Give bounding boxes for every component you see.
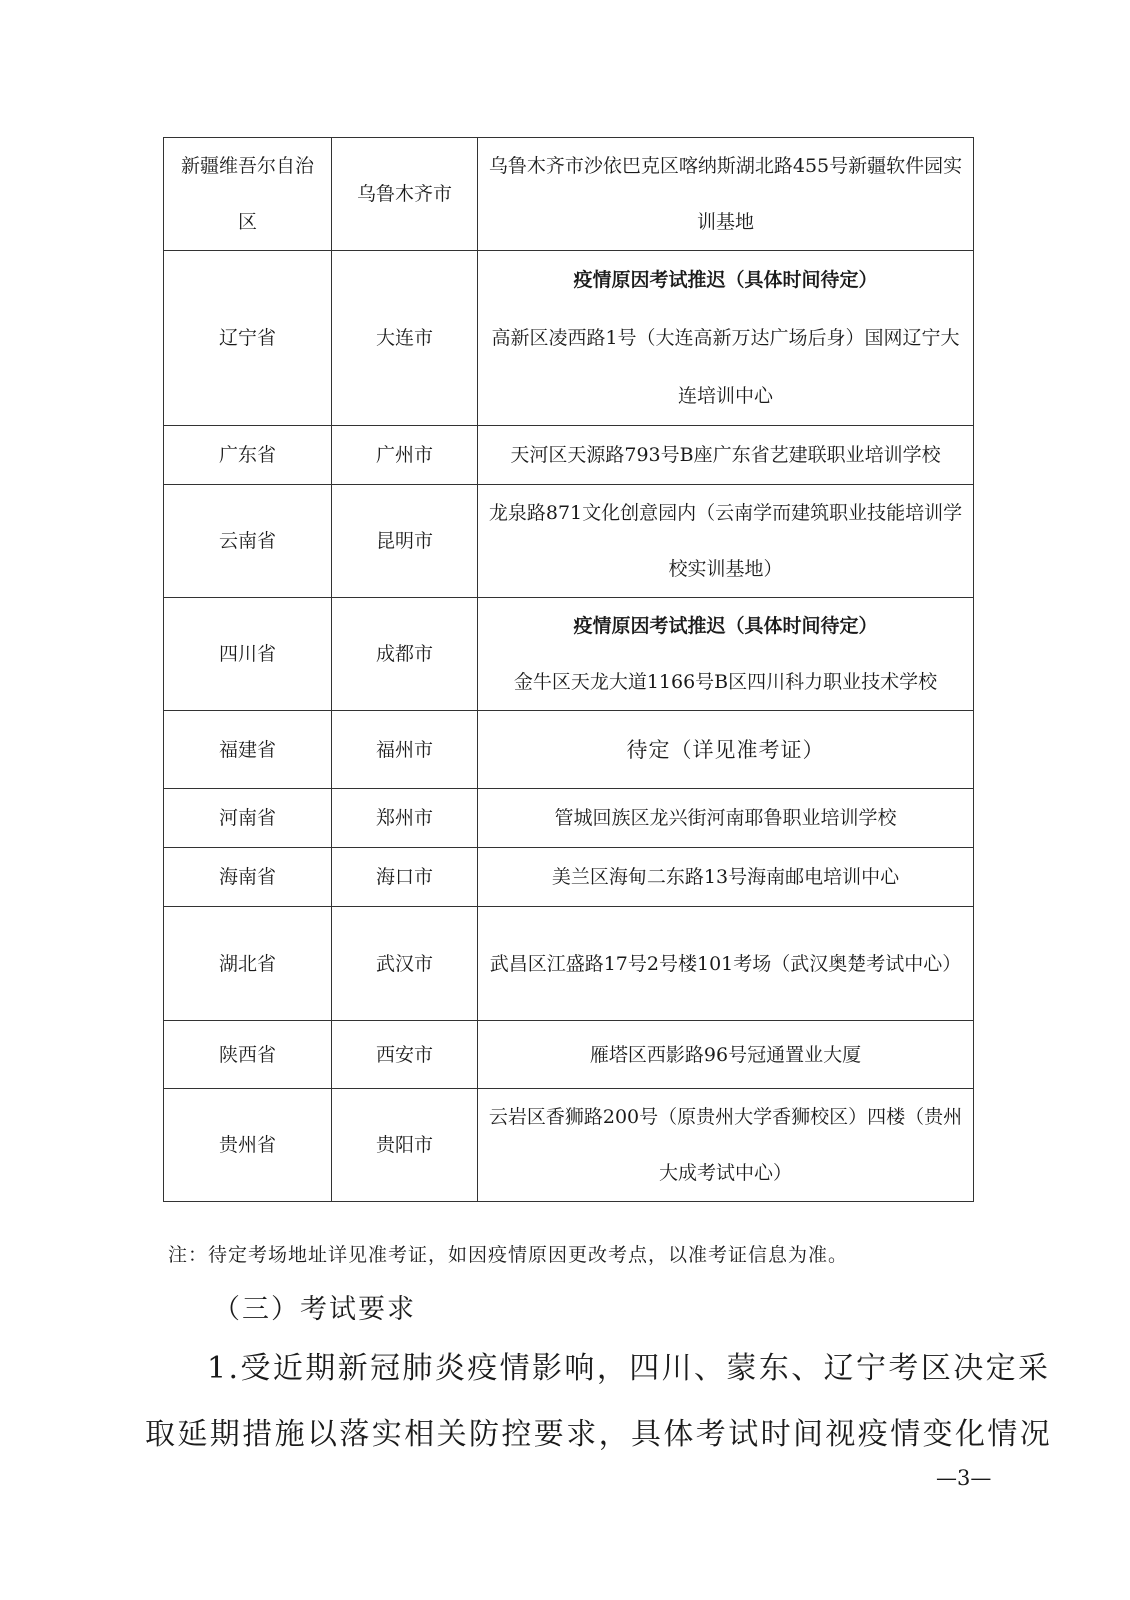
address-cell [478, 138, 974, 251]
city-cell: 广州市 [332, 426, 478, 485]
address-text: 待定（详见准考证） [626, 737, 825, 762]
province-cell: 新疆维吾尔自治区 [164, 138, 332, 251]
city-cell: 贵阳市 [332, 1089, 478, 1202]
address-text: 雁塔区西影路96号冠通置业大厦 [589, 1043, 862, 1066]
address-cell [478, 907, 974, 1021]
city-cell: 郑州市 [332, 789, 478, 848]
table-row [164, 251, 974, 426]
province-cell: 云南省 [164, 485, 332, 598]
address-text: 乌鲁木齐市沙依巴克区喀纳斯湖北路455号新疆软件园实训基地 [488, 155, 963, 233]
province-cell: 贵州省 [164, 1089, 332, 1202]
address-cell [478, 1021, 974, 1089]
table-row [164, 1021, 974, 1089]
address-cell [478, 426, 974, 485]
address-text: 高新区凌西路1号（大连高新万达广场后身）国网辽宁大连培训中心 [491, 327, 960, 407]
table-row [164, 711, 974, 789]
province-cell: 广东省 [164, 426, 332, 485]
address-text: 武昌区江盛路17号2号楼101考场（武汉奥楚考试中心） [489, 952, 962, 975]
table-row [164, 598, 974, 711]
page-number: —3— [936, 1466, 992, 1490]
city-cell: 大连市 [332, 251, 478, 426]
province-cell: 四川省 [164, 598, 332, 711]
province-cell: 福建省 [164, 711, 332, 789]
address-cell [478, 1089, 974, 1202]
address-text: 云岩区香狮路200号（原贵州大学香狮校区）四楼（贵州大成考试中心） [488, 1106, 963, 1184]
postponed-notice: 疫情原因考试推迟（具体时间待定） [573, 269, 878, 291]
table-row [164, 907, 974, 1021]
address-text: 管城回族区龙兴街河南耶鲁职业培训学校 [554, 807, 897, 829]
table-row [164, 138, 974, 251]
table-row [164, 426, 974, 485]
city-cell: 海口市 [332, 848, 478, 907]
exam-venue-table [163, 137, 974, 1202]
paragraph-line: 取延期措施以落实相关防控要求，具体考试时间视疫情变化情况 [145, 1417, 1053, 1452]
city-cell: 西安市 [332, 1021, 478, 1089]
table-row [164, 1089, 974, 1202]
city-cell: 福州市 [332, 711, 478, 789]
address-text: 天河区天源路793号B座广东省艺建联职业培训学校 [510, 444, 941, 466]
address-cell [478, 485, 974, 598]
table-footnote: 注：待定考场地址详见准考证，如因疫情原因更改考点，以准考证信息为准。 [168, 1244, 849, 1266]
table-row [164, 789, 974, 848]
body-paragraph [145, 1336, 1053, 1468]
city-cell: 武汉市 [332, 907, 478, 1021]
section-heading: （三）考试要求 [213, 1294, 416, 1325]
paragraph-line: 1.受近期新冠肺炎疫情影响，四川、蒙东、辽宁考区决定采 [207, 1351, 1051, 1386]
province-cell: 河南省 [164, 789, 332, 848]
address-text: 龙泉路871文化创意园内（云南学而建筑职业技能培训学校实训基地） [488, 502, 963, 580]
postponed-notice: 疫情原因考试推迟（具体时间待定） [573, 615, 878, 637]
address-cell [478, 251, 974, 426]
table-row [164, 848, 974, 907]
province-cell: 辽宁省 [164, 251, 332, 426]
address-cell [478, 848, 974, 907]
province-cell: 湖北省 [164, 907, 332, 1021]
table-row [164, 485, 974, 598]
address-cell [478, 598, 974, 711]
address-text: 金牛区天龙大道1166号B区四川科力职业技术学校 [513, 671, 938, 693]
city-cell: 成都市 [332, 598, 478, 711]
city-cell: 昆明市 [332, 485, 478, 598]
province-cell: 陕西省 [164, 1021, 332, 1089]
address-cell [478, 789, 974, 848]
city-cell: 乌鲁木齐市 [332, 138, 478, 251]
address-cell [478, 711, 974, 789]
address-text: 美兰区海甸二东路13号海南邮电培训中心 [551, 866, 900, 888]
province-cell: 海南省 [164, 848, 332, 907]
